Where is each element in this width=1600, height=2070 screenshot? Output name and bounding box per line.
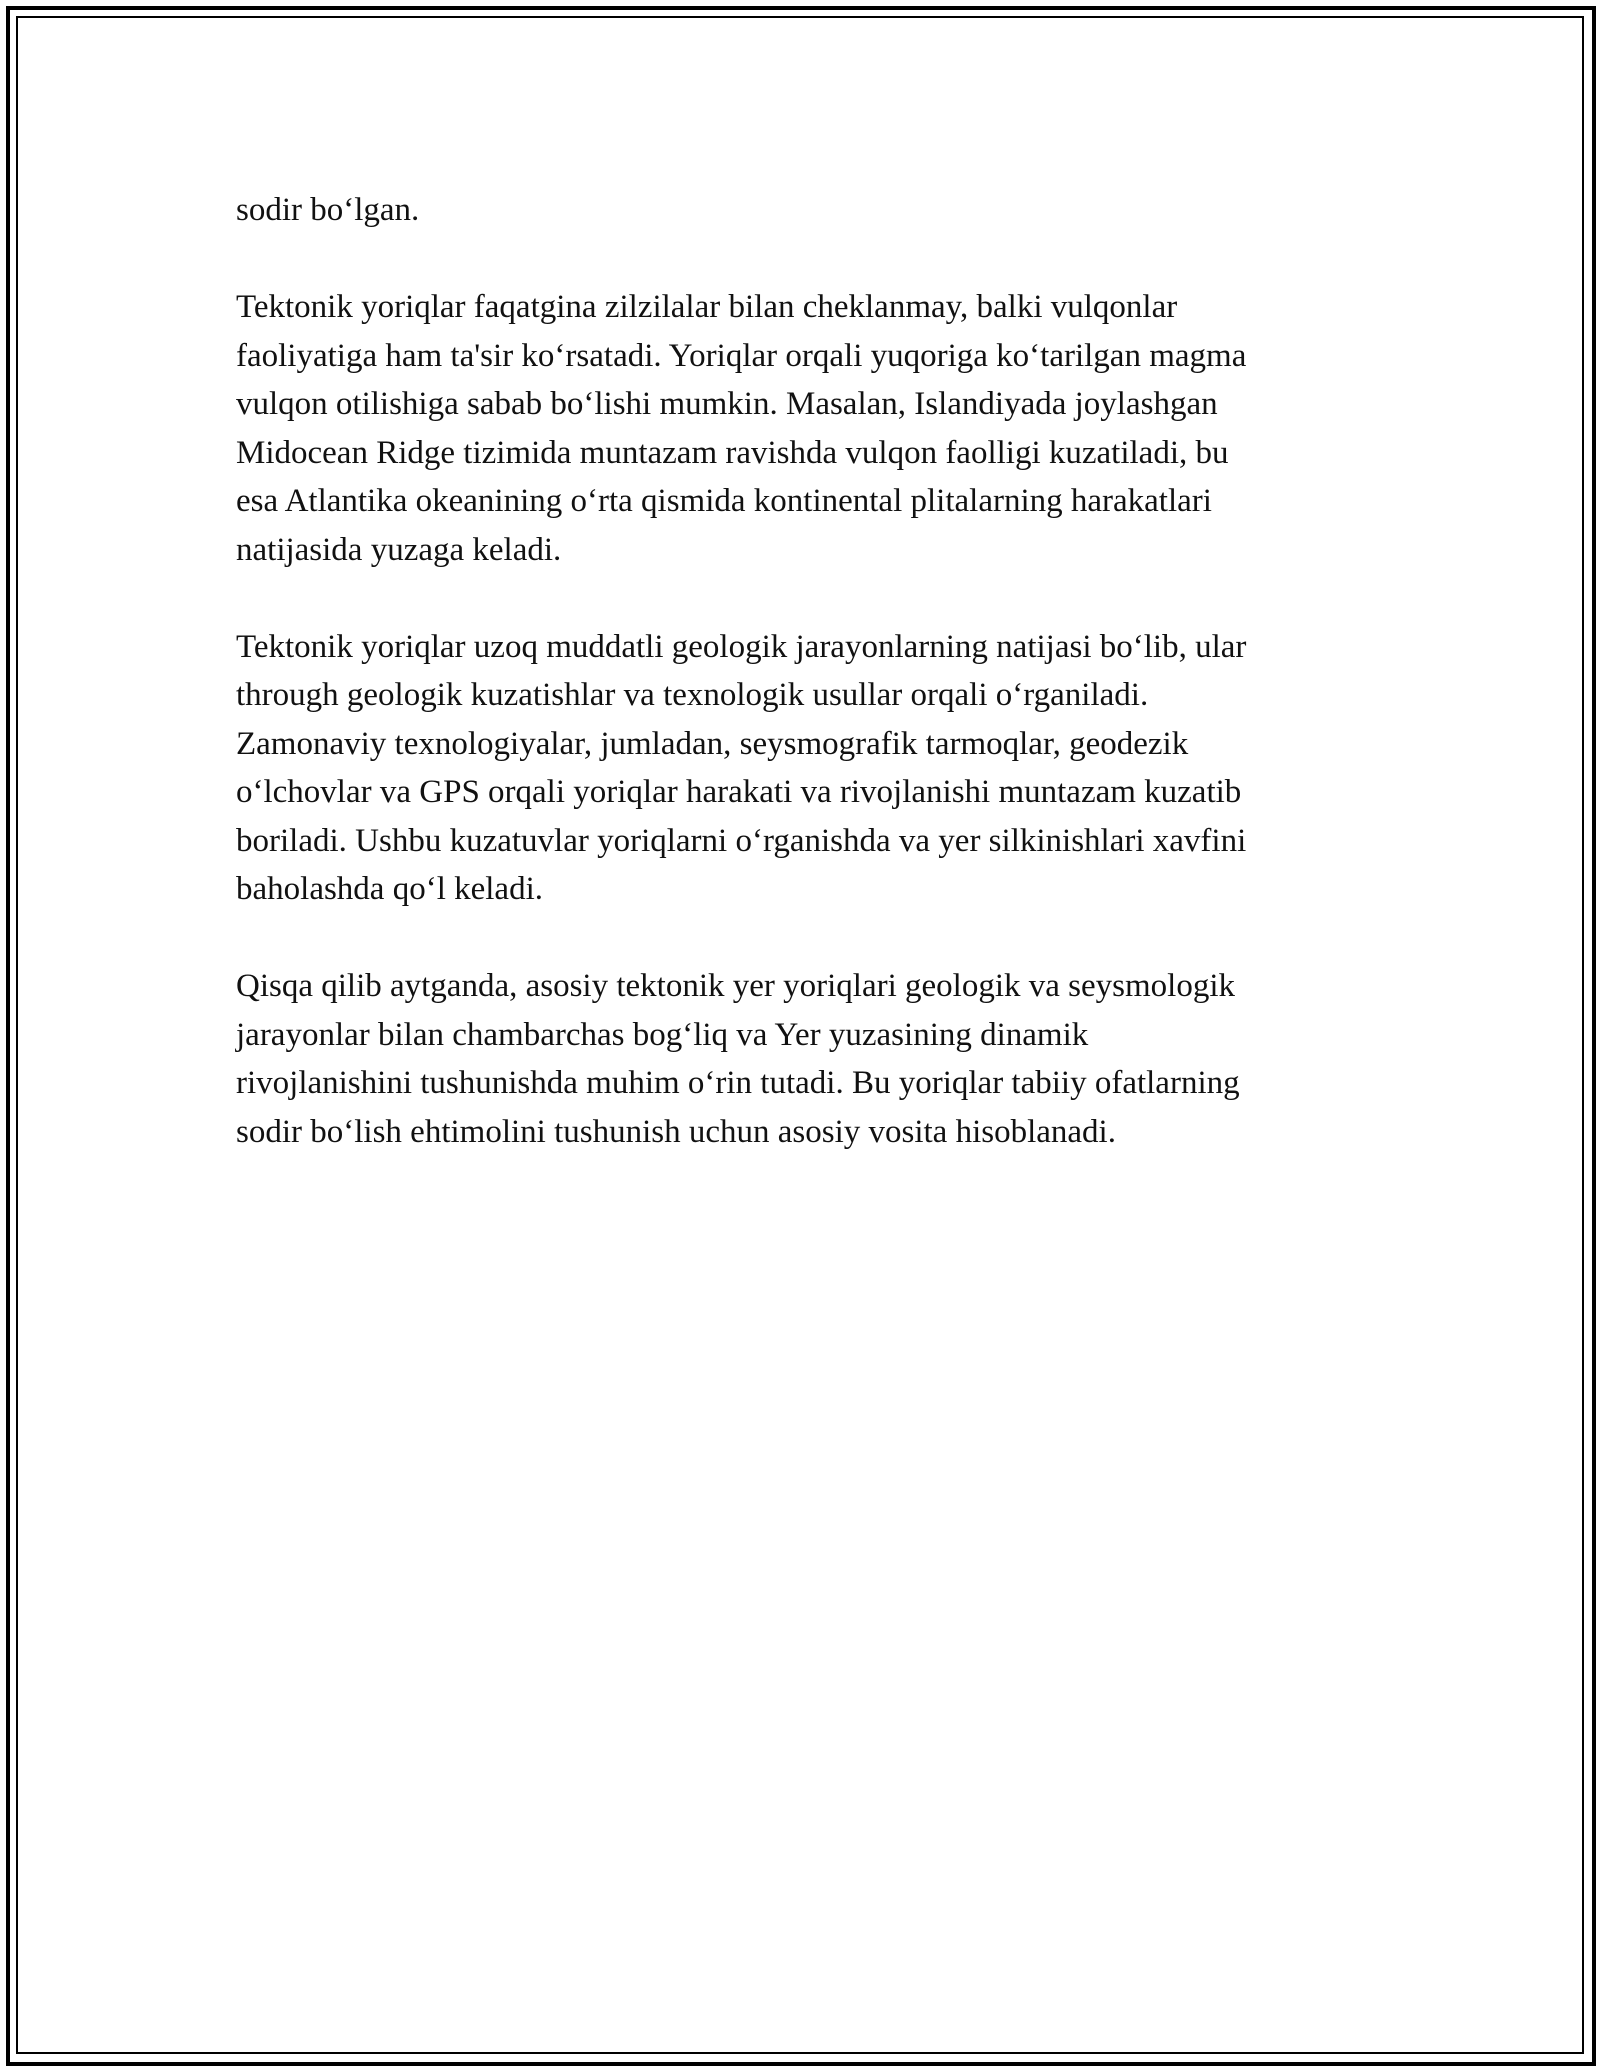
paragraph-conclusion: Qisqa qilib aytganda, asosiy tektonik yer yoriqlari geologik va seysmologik jarayonlar bilan chambarchas bogʻliq va Yer yuzasining dinamik rivojlanishini tushunishda muhim oʻrin tutadi. Bu yoriqlar tabiiy ofatlarning sodir boʻlish ehtimolini tushunish uchun asosiy vosita hisoblanadi. xyxy=(236,968,1240,1150)
paragraph-observation-methods: Tektonik yoriqlar uzoq muddatli geologik jarayonlarning natijasi boʻlib, ular through geologik kuzatishlar va texnologik usullar orqali oʻrganiladi. Zamonaviy texnologiyalar, jumladan, seysmografik tarmoqlar, geodezik oʻlchovlar va GPS orqali yoriqlar harakati va rivojlanishi muntazam kuzatib boriladi. Ushbu kuzatuvlar yoriqlarni oʻrganishda va yer silkinishlari xavfini baholashda qoʻl keladi. xyxy=(236,628,1247,907)
document-body xyxy=(236,186,1376,1205)
paragraph-continuation: sodir boʻlgan. xyxy=(236,192,420,228)
paragraph-volcanic-activity: Tektonik yoriqlar faqatgina zilzilalar bilan cheklanmay, balki vulqonlar faoliyatiga ham ta'sir koʻrsatadi. Yoriqlar orqali yuqoriga koʻtarilgan magma vulqon otilishiga sabab boʻlishi mumkin. Masalan, Islandiyada joylashgan Midocean Ridge tizimida muntazam ravishda vulqon faolligi kuzatiladi, bu esa Atlantika okeanining oʻrta qismida kontinental plitalarning harakatlari natijasida yuzaga keladi. xyxy=(236,289,1247,568)
